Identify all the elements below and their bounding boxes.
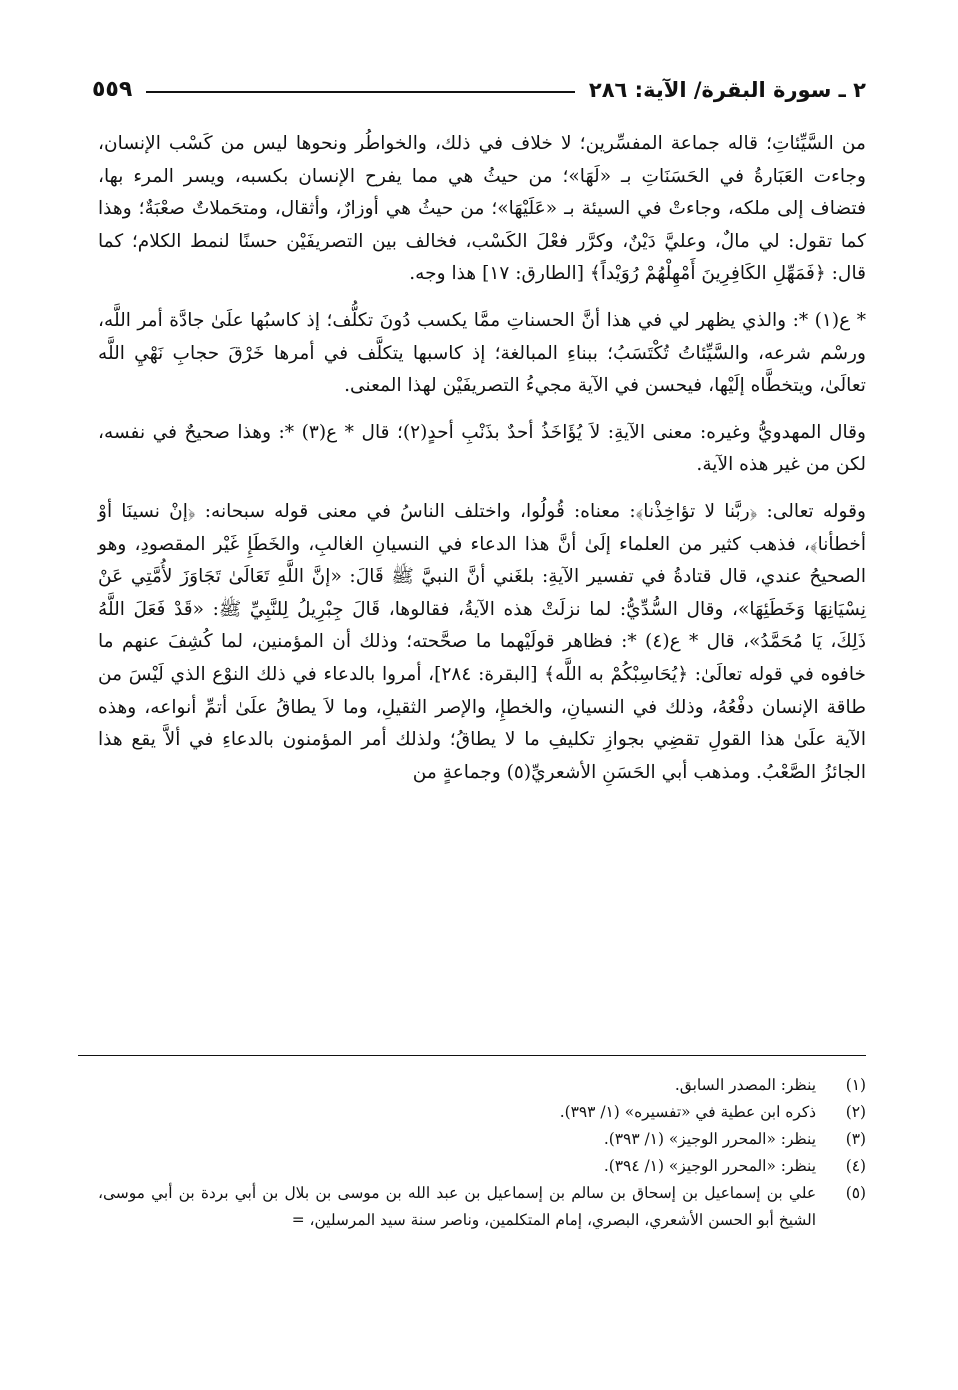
header-rule <box>146 91 575 93</box>
footnote <box>98 1180 866 1234</box>
footnote-text: علي بن إسماعيل بن إسحاق بن سالم بن إسماعيل بن عبد الله بن موسى بن بلال بن أبي بردة بن أبي موسى، الشيخ أبو الحسن الأشعري، البصري، إمام المتكلمين، وناصر سنة سيد المرسلين، = <box>98 1184 816 1229</box>
paragraph: * ع(١) *: والذي يظهر لي في هذا أنَّ الحسناتِ ممَّا يكسب دُونَ تكلُّف؛ إذ كاسبُها علَىٰ جادَّة أمر اللَّه، ورسْم شرعه، والسَّيِّئاتُ تُكْتَسَبُ؛ ببناءِ المبالغة؛ إذ كاسبها يتكلَّف في أمرها خَرْقَ حجابِ نَهْيِ اللَّه تعالَىٰ، ويتخطَّاه إلَيْها، فيحسن في الآية مجيءُ التصريفَيْن لهذا المعنى. <box>98 309 866 397</box>
footnotes <box>98 1072 866 1234</box>
footnote-text: ينظر: «المحرر الوجيز» (١/ ٣٩٣). <box>603 1130 816 1148</box>
footnote <box>98 1099 866 1126</box>
footnote-number: (٥) <box>845 1184 866 1202</box>
footnote-text: ينظر: «المحرر الوجيز» (١/ ٣٩٤). <box>603 1157 816 1175</box>
running-header <box>92 68 866 102</box>
paragraph: وقال المهدويُّ وغيره: معنى الآيةِ: لاَ يُؤَاخَذُ أحدٌ بذَنْبِ أحدٍ(٢)؛ قال * ع(٣) *: وهذا صحيحٌ في نفسه، لكن من غير هذه الآية. <box>98 421 866 476</box>
page-number: ٥٥٩ <box>92 77 133 102</box>
footnote <box>98 1126 866 1153</box>
paragraph: وقوله تعالى: ﴿ربَّنا لا تؤاخِذْنا﴾: معناه: قُولُوا، واختلف الناسُ في معنى قوله سبحانه: ﴿إنْ نسينَا أوْ أخطأنا﴾، فذهب كثير من العلماء إلَىٰ أنَّ هذا الدعاء في النسيانِ الغالبِ، والخَطَإِ غَيْر المقصودِ، وهو الصحيحُ عندي، قال قتادةُ في تفسير الآيةِ: بلغَني أنَّ النبيَّ ﷺ قَالَ: «إنَّ اللَّهِ تَعَالَىٰ تَجَاوَزَ لأُمَّتِي عَنْ نِسْيَانِهَا وَخَطَئِهَا»، وقال السُّدِّيُّ: لما نزلَتْ هذه الآيةُ، فقالوها، قَالَ جِبْرِيلُ لِلنَّبِيِّ ﷺ: «قَدْ فَعَلَ اللَّهُ ذَلِكَ، يَا مُحَمَّدُ»، قال * ع(٤) *: فظاهر قولَيْهما ما صحَّحته؛ وذلك أن المؤمنين، لما كُشِفَ عنهم ما خافوه في قوله تعالَىٰ: ﴿يُحَاسِبْكُمْ به اللَّه﴾ [البقرة: ٢٨٤]، أمروا بالدعاء في ذلك النوْع الذي لَيْسَ من طاقة الإنسان دفْعُهُ، وذلك في النسيانِ، والخطإِ، والإصر الثقيلِ، وما لاَ يطاقُ علَىٰ أتمِّ أنواعه، وهذه الآية علَىٰ هذا القولِ تقضِي بجوازِ تكليفِ ما لا يطاقُ؛ ولذلك أمر المؤمنون بالدعاءِ في ألاَّ يقع هذا الجائزُ الصَّعْبُ. ومذهب أبي الحَسَنِ الأشعريِّ(٥) وجماعةٍ من <box>98 500 866 783</box>
main-text <box>98 128 866 803</box>
chapter-title: ٢ ـ سورة البقرة/ الآية: ٢٨٦ <box>588 78 866 102</box>
footnote-number: (١) <box>845 1076 866 1094</box>
footnote <box>98 1153 866 1180</box>
footnote-text: ينظر: المصدر السابق. <box>674 1076 816 1094</box>
footnote-text: ذكره ابن عطية في «تفسيره» (١/ ٣٩٣). <box>559 1103 816 1121</box>
paragraph: من السَّيِّئاتِ؛ قاله جماعة المفسِّرين؛ لا خلاف في ذلك، والخواطُر ونحوها ليس من كَسْب الإنسان، وجاءت العَبَارةُ في الحَسَنَاتِ بـ «لَهَا»؛ من حيثُ هي مما يفرح الإنسان بكسبه، ويسر المرء بها، فتضاف إلى ملكه، وجاءتْ في السيئة بـ «عَلَيْهَا»؛ من حيثُ هي أوزارٌ، وأثقال، ومتحَملاتٌ صعْبَةٌ؛ وهذا كما تقول: لي مالٌ، وعليَّ دَيْنٌ، وكرَّر فعْلَ الكَسْب، فخالف بين التصريفَيْن حسنًا لنمط الكلام؛ كما قال: ﴿فَمَهِّلِ الكَافِرِينَ أَمْهِلْهُمْ رُوَيْداً﴾ [الطارق: ١٧] هذا وجه. <box>98 133 866 285</box>
footnote-number: (٤) <box>845 1157 866 1175</box>
footnote-number: (٢) <box>845 1103 866 1121</box>
footnote-number: (٣) <box>845 1130 866 1148</box>
footnote-separator <box>78 1055 866 1056</box>
footnote <box>98 1072 866 1099</box>
